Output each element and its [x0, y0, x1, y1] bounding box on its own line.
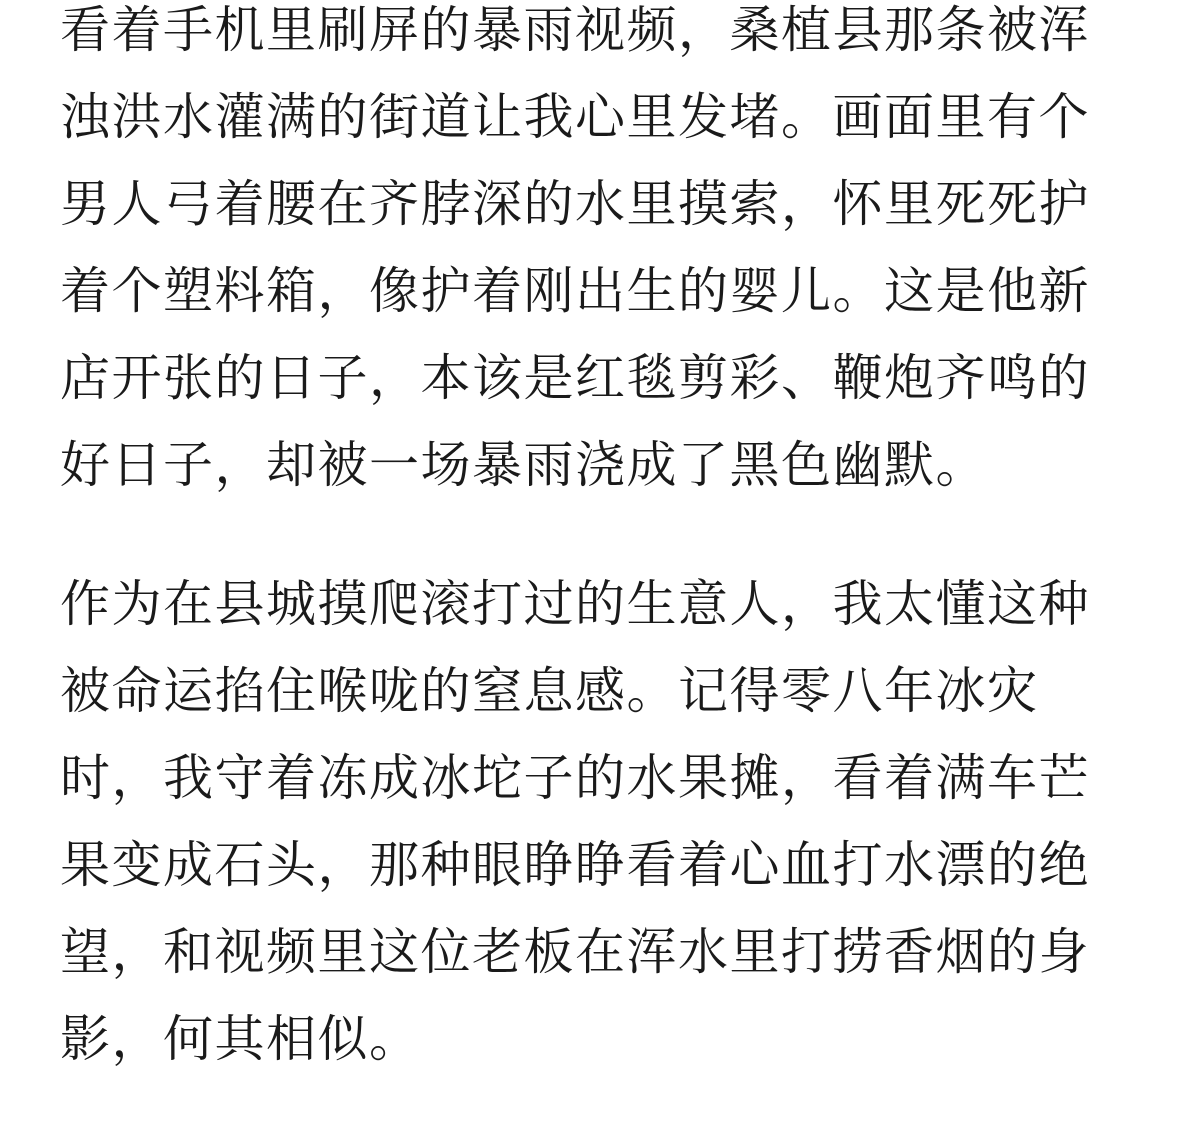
text-line: 被命运掐住喉咙的窒息感。记得零八年冰灾	[60, 662, 1039, 720]
text-line: 作为在县城摸爬滚打过的生意人，我太懂这种	[60, 575, 1090, 633]
text-line: 着个塑料箱，像护着刚出生的婴儿。这是他新	[60, 262, 1090, 320]
text-line: 好日子，却被一场暴雨浇成了黑色幽默。	[60, 436, 987, 494]
text-line: 望，和视频里这位老板在浑水里打捞香烟的身	[60, 923, 1090, 981]
text-line: 果变成石头，那种眼睁睁看着心血打水漂的绝	[60, 836, 1090, 894]
text-line: 看着手机里刷屏的暴雨视频，桑植县那条被浑	[60, 1, 1090, 59]
article-body	[60, 0, 1122, 1134]
text-line: 男人弓着腰在齐脖深的水里摸索，怀里死死护	[60, 175, 1090, 233]
text-line: 浊洪水灌满的街道让我心里发堵。画面里有个	[60, 88, 1090, 146]
text-line: 影，何其相似。	[60, 1010, 421, 1068]
paragraph-spacer	[60, 522, 1122, 574]
paragraph-2	[60, 574, 1122, 1096]
paragraph-1	[60, 0, 1122, 522]
text-line: 店开张的日子，本该是红毯剪彩、鞭炮齐鸣的	[60, 349, 1090, 407]
text-line: 时，我守着冻成冰坨子的水果摊，看着满车芒	[60, 749, 1090, 807]
